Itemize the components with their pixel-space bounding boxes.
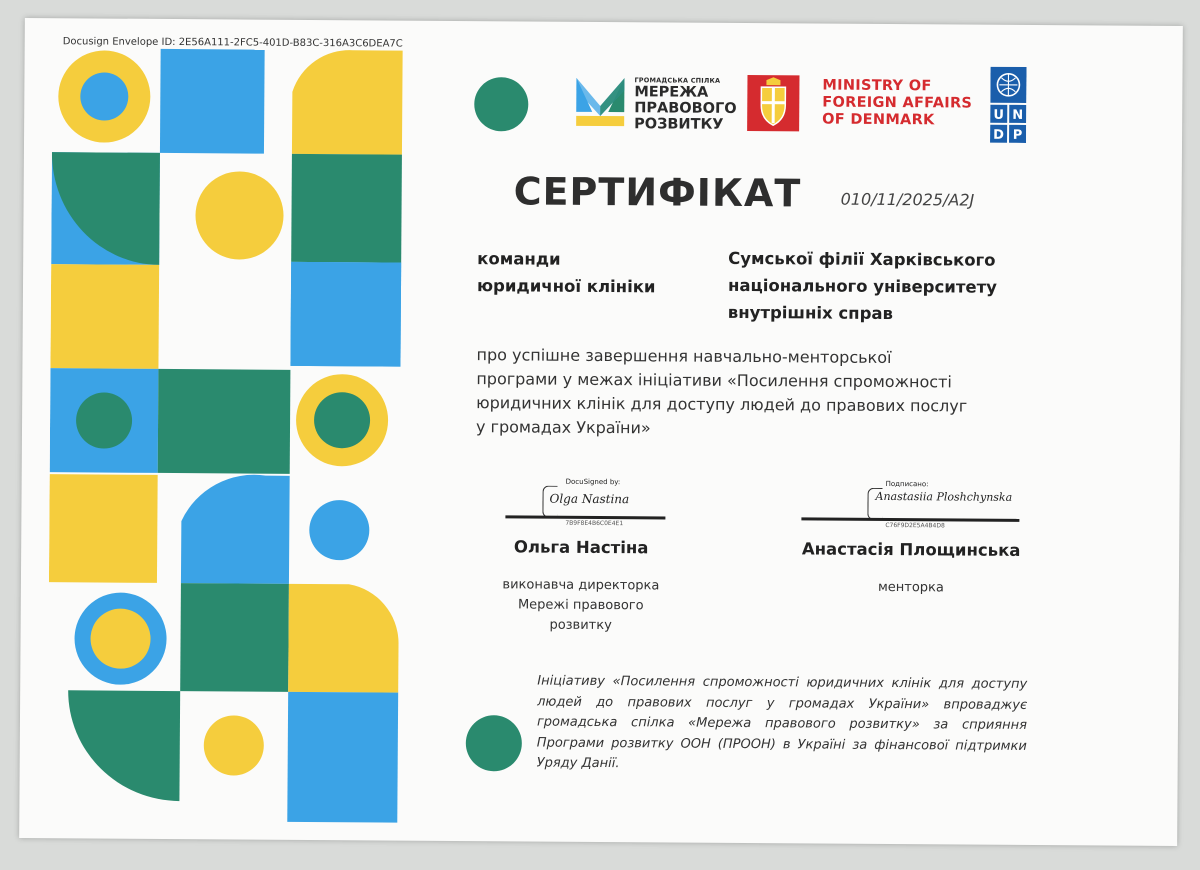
signer-role — [761, 577, 1061, 599]
signer-role-line: Мережі правового — [517, 597, 644, 614]
description-line: про успішне завершення навчально-менторської — [476, 345, 892, 368]
signer-role-line: розвитку — [549, 617, 612, 634]
signer-name: Анастасія Площинська — [801, 539, 1021, 560]
pattern-quarter-yellow — [292, 50, 403, 155]
undp-letter: N — [1012, 107, 1024, 123]
recipient-org-line: національного університету — [727, 275, 998, 297]
recipient-org-line: внутрішніх справ — [727, 302, 894, 324]
pattern-quarter-yellow — [288, 584, 399, 693]
undp-letter: P — [1012, 127, 1023, 143]
recipient-org-line: Сумської філії Харківського — [728, 248, 996, 270]
certificate-description — [476, 343, 1077, 443]
docusign-envelope-id: Docusign Envelope ID: 2E56A111-2FC5-401D-B83C-316A3C6DEA7C — [62, 36, 403, 50]
mpr-mark-icon — [574, 76, 626, 128]
description-line: у громадах України» — [475, 417, 651, 438]
undp-letter: D — [993, 127, 1005, 143]
mpr-logo — [574, 74, 737, 135]
pattern-square-blue — [287, 692, 398, 823]
signature-handwritten: Anastasiia Ploshchynska — [875, 489, 1013, 504]
certificate-title: СЕРТИФІКАТ — [513, 169, 802, 216]
decor-circle-green — [466, 715, 522, 771]
pattern-square-yellow — [50, 264, 159, 369]
mpr-caption: ГРОМАДСЬКА СПІЛКА — [634, 76, 721, 85]
pattern-dot-yellow — [90, 608, 150, 668]
certificate-number: 010/11/2025/A2J — [840, 189, 975, 210]
docusign-header: DocuSigned by: — [565, 477, 621, 487]
signature-handwritten: Olga Nastina — [549, 491, 630, 507]
description-line: юридичних клінік для доступу людей до правових послуг — [476, 393, 968, 416]
dk-name-line: OF DENMARK — [822, 111, 935, 129]
dk-name-line: MINISTRY OF — [822, 77, 932, 95]
mpr-name-line: РОЗВИТКУ — [634, 116, 724, 133]
mpr-name-line: ПРАВОВОГО — [634, 100, 737, 117]
mpr-name — [634, 84, 754, 133]
pattern-square-green — [180, 583, 289, 692]
dk-name-line: FOREIGN AFFAIRS — [822, 94, 973, 112]
undp-logo — [990, 67, 1027, 143]
pattern-dot-blue — [309, 500, 369, 560]
recipient-organization — [728, 245, 1059, 328]
pattern-square-green — [158, 369, 291, 474]
undp-letter: U — [993, 107, 1005, 123]
signer-role-line: виконавча директорка — [502, 577, 660, 594]
signer-role — [461, 575, 701, 637]
description-line: програми у межах ініціативи «Посилення спроможності — [476, 369, 952, 392]
pattern-wedge-blue — [290, 262, 401, 367]
initiative-note: Ініціативу «Посилення спроможності юридичних клінік для доступу людей до правових послуг у громадах України» впроваджує громадська спілка «Мережа правового розвитку» за сприяння Програми розвитку ООН (ПРООН) в Україні за фінансової підтримки Уряду Данії. — [536, 673, 1028, 772]
recipient-team-line: команди — [477, 249, 561, 269]
recipient-team — [477, 245, 656, 300]
pattern-quarter-blue — [181, 474, 290, 584]
pattern-dot-green — [314, 392, 370, 448]
pattern-dot-yellow — [204, 715, 264, 775]
mpr-name-line: МЕРЕЖА — [634, 84, 709, 101]
pattern-square-yellow — [49, 474, 158, 583]
recipient-team-line: юридичної клініки — [476, 276, 656, 297]
signer-role-line: менторка — [877, 579, 944, 596]
decor-circle-green — [474, 77, 528, 131]
certificate-sheet — [19, 18, 1183, 846]
pattern-dot-green — [76, 392, 132, 448]
pattern-square-blue — [160, 49, 265, 154]
geometric-pattern — [47, 20, 405, 842]
docusign-header: Подписано: — [885, 479, 929, 489]
pattern-dot-yellow — [195, 171, 284, 260]
docusign-id: C76F9D2E5A4B4D8 — [885, 521, 945, 530]
signer-name: Ольга Настіна — [513, 537, 649, 558]
denmark-mfa-name — [822, 78, 992, 130]
pattern-half-green — [67, 690, 180, 801]
pattern-dot-blue — [80, 72, 128, 120]
docusign-id: 7B9F8E4B6C0E4E1 — [565, 519, 624, 528]
denmark-mfa-logo — [747, 75, 987, 137]
signature-line — [505, 515, 665, 519]
pattern-square-green — [291, 154, 402, 263]
danish-crest-icon — [747, 75, 799, 131]
